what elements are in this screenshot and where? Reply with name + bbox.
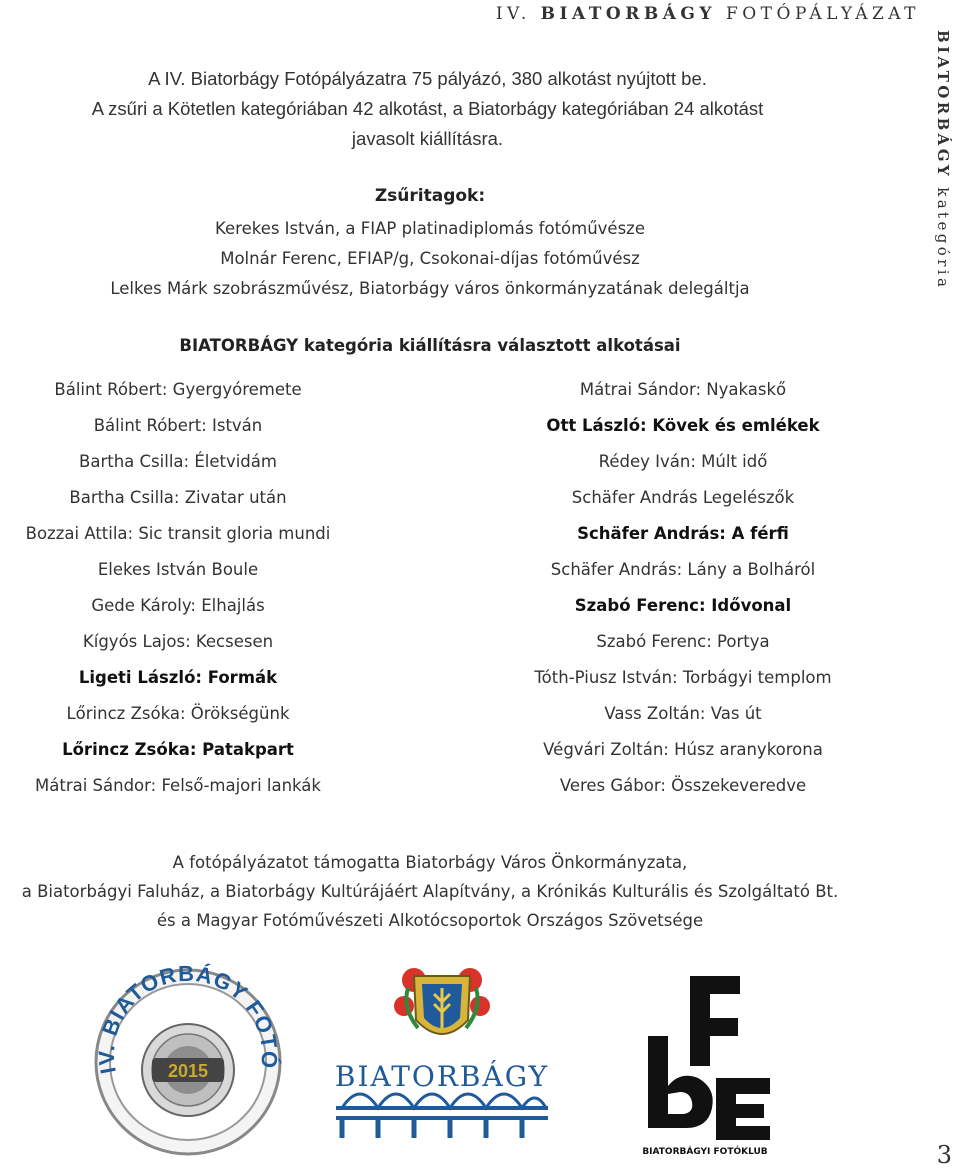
work-item: Ligeti László: Formák	[78, 668, 278, 687]
page-header	[496, 4, 920, 24]
work-item: Rédey Iván: Múlt idő	[598, 452, 768, 471]
jury-member: Molnár Ferenc, EFIAP/g, Csokonai-díjas fotóművész	[220, 249, 640, 268]
contest-logo-graphic	[88, 962, 288, 1162]
contest-ring-text: IV. BIATORBÁGY FOTÓ	[93, 962, 283, 1076]
work-item: Schäfer András: Lány a Bolháról	[550, 560, 816, 579]
support-text	[0, 848, 860, 935]
city-name: BIATORBÁGY	[334, 1060, 550, 1093]
jury-title: Zsűritagok:	[374, 186, 486, 206]
support-line: A fotópályázatot támogatta Biatorbágy Város Önkormányzata,	[172, 853, 688, 872]
work-item: Elekes István Boule	[97, 560, 259, 579]
city-crest-graphic	[322, 958, 562, 1158]
work-item: Schäfer András Legelészők	[571, 488, 795, 507]
work-item: Bozzai Attila: Sic transit gloria mundi	[25, 524, 331, 543]
support-line: és a Magyar Fotóművészeti Alkotócsoportok Országos Szövetsége	[156, 911, 704, 930]
jury-member: Lelkes Márk szobrászművész, Biatorbágy város önkormányzatának delegáltja	[110, 279, 750, 298]
work-item: Schäfer András: A férfi	[577, 524, 789, 543]
side-label-rest: kategória	[934, 187, 952, 291]
work-item: Vass Zoltán: Vas út	[604, 704, 762, 723]
work-item: Tóth-Piusz István: Torbágyi templom	[534, 668, 832, 687]
photo-club-logo	[620, 966, 790, 1160]
selection-title: BIATORBÁGY kategória kiállításra választott alkotásai	[179, 336, 681, 355]
intro-line-1: A IV. Biatorbágy Fotópályázatra 75 pályázó, 380 alkotást nyújtott be.	[148, 68, 707, 89]
work-item: Végvári Zoltán: Húsz aranykorona	[543, 740, 823, 759]
support-line: a Biatorbágyi Faluház, a Biatorbágy Kultúrájáért Alapítvány, a Krónikás Kulturális és Szolgáltató Bt.	[21, 882, 839, 901]
header-bold: BIATORBÁGY	[540, 4, 717, 24]
contest-logo	[88, 962, 288, 1166]
work-item: Kígyós Lajos: Kecsesen	[82, 632, 274, 651]
photo-club-graphic	[620, 966, 790, 1156]
header-prefix: IV.	[495, 4, 531, 24]
intro-line-2: A zsűri a Kötetlen kategóriában 42 alkotást, a Biatorbágy kategóriában 24 alkotást	[91, 98, 764, 119]
work-item: Szabó Ferenc: Portya	[596, 632, 770, 651]
page-number: 3	[936, 1141, 952, 1169]
work-item: Bartha Csilla: Zivatar után	[69, 488, 287, 507]
work-item: Bálint Róbert: István	[93, 416, 263, 435]
work-item: Mátrai Sándor: Nyakaskő	[579, 380, 787, 399]
header-suffix: FOTÓPÁLYÁZAT	[725, 4, 920, 24]
work-item: Szabó Ferenc: Idővonal	[574, 596, 792, 615]
city-logo	[322, 958, 562, 1162]
work-item: Bartha Csilla: Életvidám	[79, 452, 277, 471]
intro-line-3: javasolt kiállításra.	[351, 128, 504, 149]
club-name: BIATORBÁGYI FOTÓKLUB	[642, 1147, 768, 1156]
works-right-column	[502, 377, 864, 809]
contest-year: 2015	[167, 1061, 209, 1081]
work-item: Gede Károly: Elhajlás	[91, 596, 265, 615]
works-left-column	[0, 377, 356, 809]
work-item: Lőrincz Zsóka: Patakpart	[62, 740, 294, 759]
side-label-bold: BIATORBÁGY	[934, 30, 952, 180]
jury-member: Kerekes István, a FIAP platinadiplomás fotóművésze	[215, 219, 645, 238]
work-item: Lőrincz Zsóka: Örökségünk	[66, 704, 290, 723]
work-item: Ott László: Kövek és emlékek	[546, 416, 820, 435]
side-category-label	[924, 30, 958, 330]
jury-list	[0, 214, 860, 304]
work-item: Bálint Róbert: Gyergyóremete	[54, 380, 302, 399]
work-item: Mátrai Sándor: Felső-majori lankák	[35, 776, 321, 795]
work-item: Veres Gábor: Összekeveredve	[559, 776, 807, 795]
